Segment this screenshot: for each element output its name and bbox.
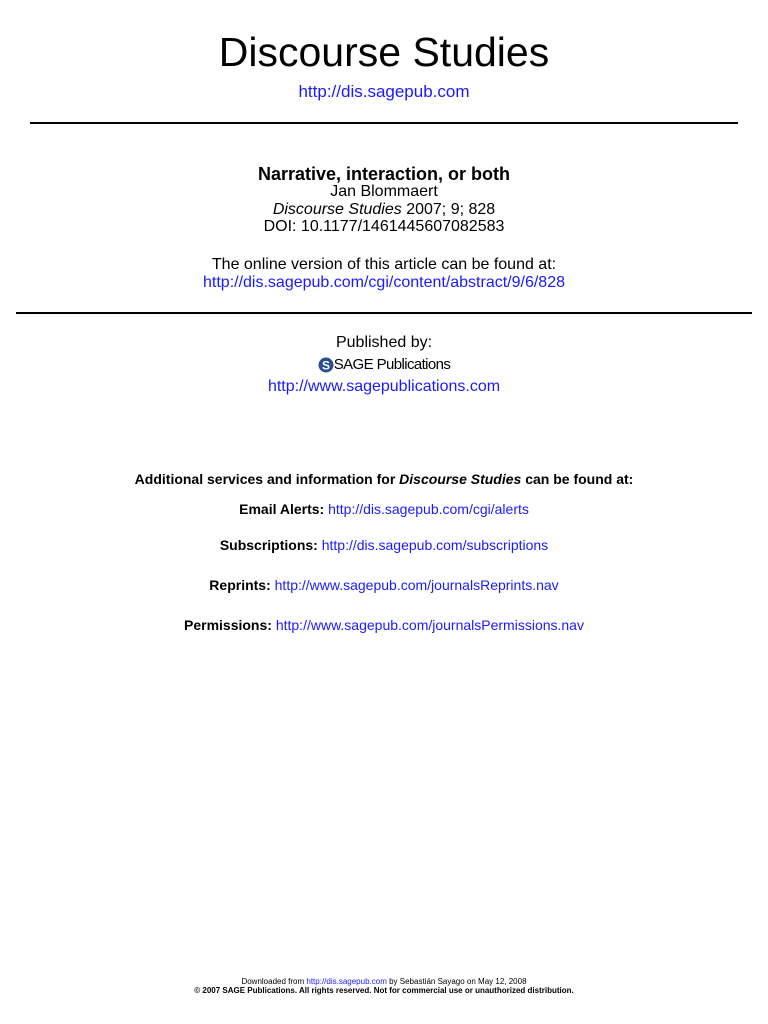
- footer-copyright: © 2007 SAGE Publications. All rights reserved. Not for commercial use or unauthorized distribution.: [194, 986, 574, 995]
- sage-logo-icon: [318, 357, 334, 373]
- footer-downloaded-prefix: Downloaded from: [241, 977, 307, 986]
- publisher-url-link[interactable]: http://www.sagepublications.com: [267, 378, 501, 395]
- email-alerts-label: Email Alerts:: [239, 501, 325, 517]
- permissions-row: [0, 616, 768, 634]
- additional-services-heading: [0, 470, 768, 488]
- additional-journal: Discourse Studies: [399, 471, 522, 487]
- additional-suffix: can be found at:: [521, 471, 634, 487]
- journal-title: Discourse Studies: [218, 29, 550, 75]
- published-by-label: Published by:: [335, 334, 433, 351]
- reprints-link[interactable]: http://www.sagepub.com/journalsReprints.nav: [274, 577, 559, 593]
- article-title: Narrative, interaction, or both: [257, 164, 511, 184]
- journal-url-line: [0, 81, 768, 103]
- online-version-line: [0, 274, 768, 292]
- publisher-logo: [0, 356, 768, 374]
- footer-download-link[interactable]: http://dis.sagepub.com: [306, 977, 387, 986]
- journal-url-link[interactable]: http://dis.sagepub.com: [298, 82, 470, 101]
- article-author: Jan Blommaert: [330, 183, 438, 200]
- citation-journal: Discourse Studies: [272, 201, 402, 218]
- publisher-logo-text: SAGE Publications: [333, 356, 451, 373]
- online-version-link[interactable]: http://dis.sagepub.com/cgi/content/abstract/9/6/828: [203, 274, 565, 291]
- citation-details: 2007; 9; 828: [401, 201, 496, 218]
- footer-downloaded-suffix: by Sebastián Sayago on May 12, 2008: [386, 977, 527, 986]
- subscriptions-link[interactable]: http://dis.sagepub.com/subscriptions: [321, 537, 549, 553]
- email-alerts-link[interactable]: http://dis.sagepub.com/cgi/alerts: [328, 501, 529, 517]
- subscriptions-label: Subscriptions:: [219, 537, 318, 553]
- additional-prefix: Additional services and information for: [134, 471, 400, 487]
- article-doi: DOI: 10.1177/1461445607082583: [263, 218, 505, 235]
- online-version-label: The online version of this article can be found at:: [211, 256, 557, 273]
- permissions-link[interactable]: http://www.sagepub.com/journalsPermissions.nav: [275, 617, 584, 633]
- permissions-label: Permissions:: [184, 617, 272, 633]
- reprints-label: Reprints:: [209, 577, 271, 593]
- middle-divider: [16, 312, 752, 314]
- logo-letter: S: [321, 358, 330, 373]
- top-divider: [30, 122, 738, 124]
- publisher-url-line: [0, 377, 768, 397]
- subscriptions-row: [0, 536, 768, 554]
- email-alerts-row: [0, 500, 768, 518]
- reprints-row: [0, 576, 768, 594]
- article-citation: [0, 201, 768, 219]
